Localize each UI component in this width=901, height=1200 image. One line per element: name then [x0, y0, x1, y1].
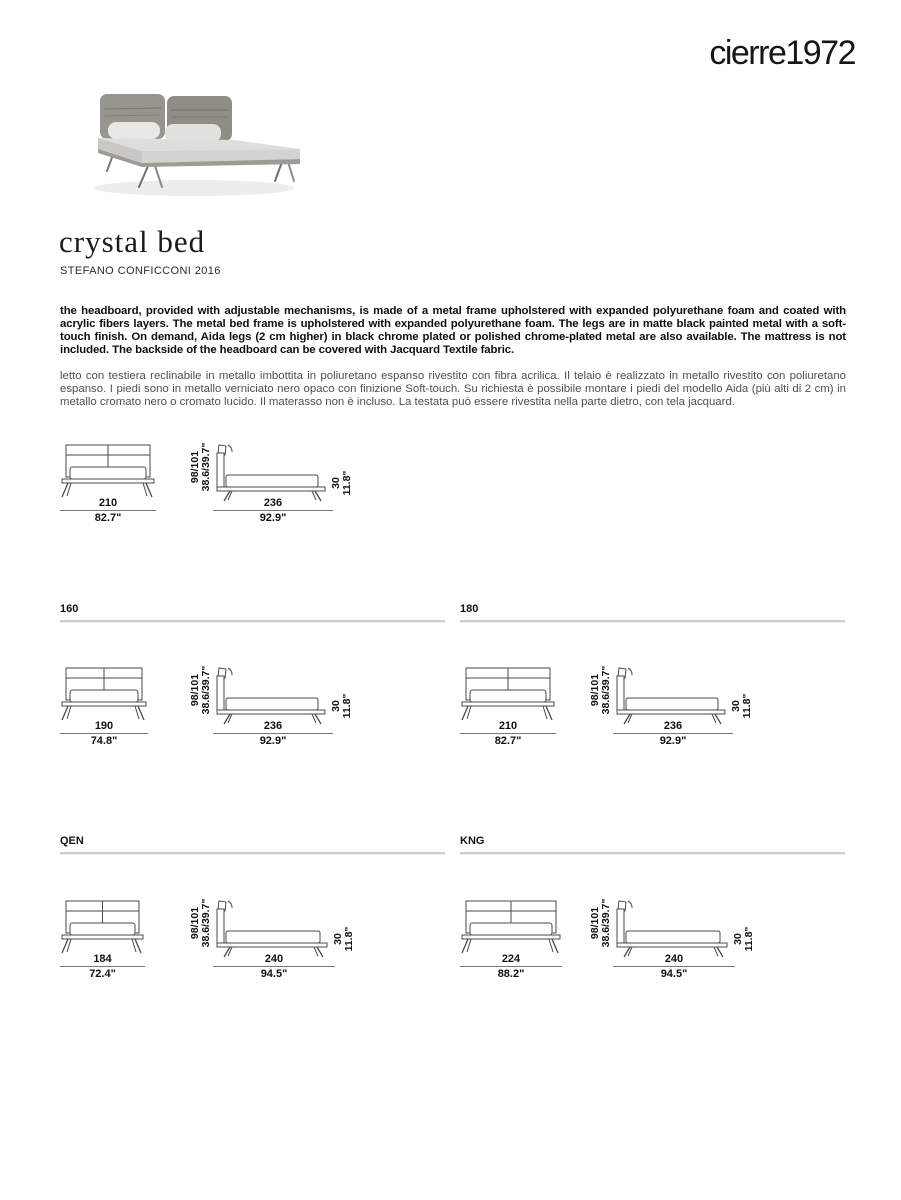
page-title: crystal bed	[59, 224, 206, 259]
size-header-160	[60, 603, 445, 623]
dimension-line	[460, 733, 556, 734]
bed-front-view-drawing	[60, 666, 148, 722]
height-inch: 38.6/39.7"	[200, 898, 212, 948]
spec-block-160	[60, 666, 460, 766]
size-header-kng	[460, 835, 845, 855]
height-cm: 98/101	[189, 906, 201, 940]
height-inch: 38.6/39.7"	[600, 665, 612, 715]
width-inch: 82.7"	[494, 735, 522, 747]
length-cm: 240	[264, 953, 284, 965]
headboard-height-dimension	[588, 881, 614, 965]
spec-block-kng	[460, 899, 860, 999]
base-inch: 11.8"	[341, 470, 353, 496]
dimension-line	[213, 733, 333, 734]
size-label-180: 180	[460, 603, 479, 615]
height-inch: 38.6/39.7"	[200, 665, 212, 715]
base-inch: 11.8"	[743, 926, 755, 952]
width-cm: 224	[501, 953, 521, 965]
base-cm: 30	[330, 477, 342, 489]
size-label-qen: QEN	[60, 835, 84, 847]
bed-front-view-drawing	[460, 899, 562, 955]
description-italian: letto con testiera reclinabile in metallo imbottita in poliuretano espanso rivestito con fibra acrilica. Il telaio è realizzato in metallo rivestito con poliuretano espanso. I piedi sono in metallo verniciato nero opaco con finizione Soft-touch. Su richiesta è possibile montare i piedi del modello Aida (più alti di 2 cm) in metallo cromato nero o cromato lucido. Il materasso non è incluso. La testata può essere rivestita nella parte dietro, con tela jacquard.	[60, 370, 846, 409]
bed-side-view-drawing	[615, 666, 731, 724]
designer-credit: STEFANO CONFICCONI 2016	[60, 265, 221, 277]
base-inch: 11.8"	[341, 693, 353, 719]
length-inch: 94.5"	[260, 968, 288, 980]
dimension-line	[60, 733, 148, 734]
headboard-height-dimension	[188, 648, 214, 732]
length-cm: 236	[263, 720, 283, 732]
headboard-height-dimension	[188, 425, 214, 509]
brand-logo: cierre1972	[709, 34, 855, 72]
front-width-dimension	[60, 721, 148, 747]
bed-front-view-drawing	[60, 443, 156, 499]
front-width-dimension	[460, 721, 556, 747]
width-cm: 210	[498, 720, 518, 732]
height-cm: 98/101	[189, 450, 201, 484]
dimension-line	[213, 966, 335, 967]
base-cm: 30	[332, 933, 344, 945]
height-inch: 38.6/39.7"	[200, 442, 212, 492]
size-label-160: 160	[60, 603, 79, 615]
bed-side-view-drawing	[215, 899, 333, 957]
bed-photo-illustration	[72, 86, 312, 204]
length-cm: 236	[263, 497, 283, 509]
bed-front-view-drawing	[60, 899, 145, 955]
length-dimension	[213, 721, 333, 747]
base-cm: 30	[330, 700, 342, 712]
width-cm: 210	[98, 497, 118, 509]
divider-line	[460, 620, 845, 623]
dimension-line	[460, 966, 562, 967]
bed-front-view-drawing	[460, 666, 556, 722]
width-inch: 82.7"	[94, 512, 122, 524]
bed-side-view-drawing	[615, 899, 733, 957]
length-inch: 92.9"	[259, 512, 287, 524]
dimension-line	[613, 733, 733, 734]
front-width-dimension	[60, 498, 156, 524]
spec-block-180	[460, 666, 860, 766]
spec-block-qen	[60, 899, 460, 999]
headboard-height-dimension	[588, 648, 614, 732]
description-english: the headboard, provided with adjustable mechanisms, is made of a metal frame upholstered with expanded polyurethane foam and coated with acrylic fibers layers. The metal bed frame is upholstered with expanded polyurethane foam. The legs are in matte black painted metal with a soft-touch finish. On demand, Aida legs (2 cm higher) in black chrome plated or polished chrome-plated metal are also available. The mattress is not included. The backside of the headboard can be covered with Jacquard Textile fabric.	[60, 305, 846, 357]
height-inch: 38.6/39.7"	[600, 898, 612, 948]
size-header-180	[460, 603, 845, 623]
length-inch: 92.9"	[259, 735, 287, 747]
dimension-line	[60, 966, 145, 967]
divider-line	[60, 620, 445, 623]
front-width-dimension	[460, 954, 562, 980]
divider-line	[460, 852, 845, 855]
length-inch: 92.9"	[659, 735, 687, 747]
length-dimension	[213, 954, 335, 980]
base-cm: 30	[732, 933, 744, 945]
front-width-dimension	[60, 954, 145, 980]
length-cm: 236	[663, 720, 683, 732]
bed-side-view-drawing	[215, 666, 331, 724]
dimension-line	[213, 510, 333, 511]
length-dimension	[213, 498, 333, 524]
base-cm: 30	[730, 700, 742, 712]
length-cm: 240	[664, 953, 684, 965]
bed-side-view-drawing	[215, 443, 331, 501]
width-cm: 190	[94, 720, 114, 732]
height-cm: 98/101	[189, 673, 201, 707]
width-inch: 74.8"	[90, 735, 118, 747]
length-inch: 94.5"	[660, 968, 688, 980]
length-dimension	[613, 721, 733, 747]
width-inch: 88.2"	[497, 968, 525, 980]
base-inch: 11.8"	[343, 926, 355, 952]
height-cm: 98/101	[589, 673, 601, 707]
spec-block-standard	[60, 443, 460, 543]
product-photo	[72, 86, 312, 204]
dimension-line	[60, 510, 156, 511]
width-inch: 72.4"	[89, 968, 116, 980]
width-cm: 184	[93, 953, 112, 965]
headboard-height-dimension	[188, 881, 214, 965]
base-inch: 11.8"	[741, 693, 753, 719]
length-dimension	[613, 954, 735, 980]
height-cm: 98/101	[589, 906, 601, 940]
size-label-kng: KNG	[460, 835, 485, 847]
divider-line	[60, 852, 445, 855]
dimension-line	[613, 966, 735, 967]
size-header-qen	[60, 835, 445, 855]
